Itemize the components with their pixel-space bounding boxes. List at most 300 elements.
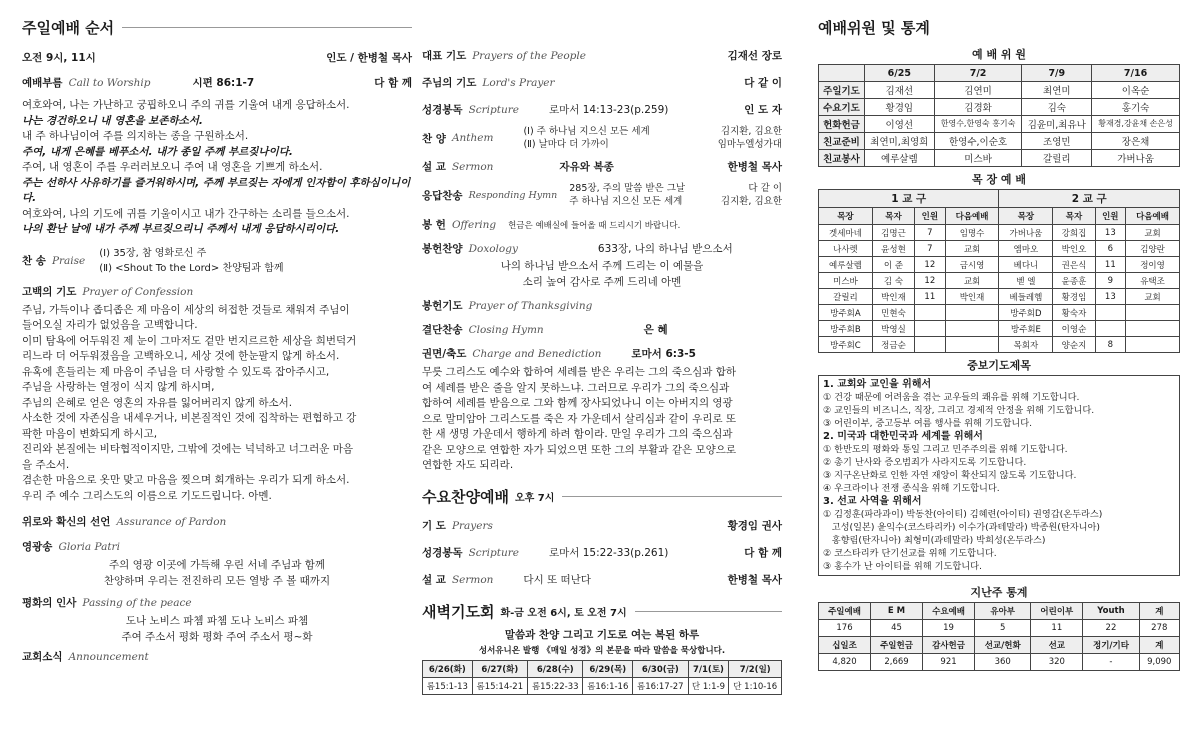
call-to-worship-row — [22, 75, 412, 90]
table-cell: 11 — [915, 289, 946, 305]
dawn-ref: 롬16:17-27 — [633, 677, 688, 694]
item-leader: 인 도 자 — [744, 104, 782, 116]
reading-line: 주는 선하사 사유하기를 즐거워하시며, 주께 부르짖는 자에게 인자함이 후하심이니이다. — [22, 176, 411, 204]
lyric-line: 주의 영광 이곳에 가득해 우린 서네 주님과 함께 — [108, 559, 326, 571]
sermon-title: 자유와 복종 — [559, 161, 614, 173]
table-cell — [915, 321, 946, 337]
item-english: Gloria Patri — [58, 541, 120, 553]
table-cell: 방주회C — [819, 337, 873, 353]
lyric-line: 찬양하며 우리는 전진하리 모든 열방 주 볼 때까지 — [103, 574, 331, 587]
table-row — [819, 273, 1180, 289]
item-leader: 한병철 목사 — [727, 161, 782, 173]
prayer-item: ① 한반도의 평화와 통일 그리고 민주주의를 위해 기도합니다. — [823, 444, 1068, 455]
table-cell: 권은식 — [1053, 257, 1095, 273]
assurance-row — [22, 514, 412, 529]
table-cell: 장은채 — [1092, 133, 1180, 150]
table-cell: 김재선 — [865, 82, 935, 99]
anthem-line-2: (Ⅱ) 날마다 더 가까이 — [523, 139, 609, 150]
lyric-line: 소리 높여 감사로 주께 드리네 아멘 — [522, 275, 682, 288]
gloria-row — [22, 539, 412, 554]
column-header: 7/2 — [934, 65, 1022, 82]
prayer-list — [818, 375, 1180, 576]
dawn-day: 7/2(일) — [729, 660, 782, 677]
item-english: Closing Hymn — [468, 324, 544, 336]
dawn-ref: 롬15:14-21 — [472, 677, 527, 694]
stats-value: 2,669 — [871, 654, 923, 671]
table-cell: 임명수 — [945, 225, 999, 241]
reading-line: 여호와여, 나의 기도에 귀를 기울이시고 내가 간구하는 소리를 들으소서. — [22, 207, 350, 220]
prayer-item: ④ 우크라이나 전쟁 종식을 위해 기도합니다. — [823, 483, 1000, 494]
table-cell: 김 숙 — [872, 273, 914, 289]
item-leader: 한병철 목사 — [727, 573, 782, 586]
table-cell — [1095, 305, 1126, 321]
benediction-text — [422, 365, 782, 474]
anthem-performer-2: 임마누엘성가대 — [717, 139, 782, 150]
table-cell: 13 — [1095, 225, 1126, 241]
dawn-day: 6/30(금) — [633, 660, 688, 677]
committee-caption: 예 배 위 원 — [972, 48, 1026, 61]
stats-value: 5 — [975, 620, 1031, 637]
table-cell — [1095, 321, 1126, 337]
table-cell — [945, 305, 999, 321]
table-cell: 갈릴리 — [819, 289, 873, 305]
confession-line: 주님을 사랑하는 열정이 식지 않게 하시며, — [22, 381, 215, 393]
offering-note: 헌금은 예배실에 들어올 때 드리시기 바랍니다. — [508, 221, 681, 231]
table-cell: 8 — [1095, 337, 1126, 353]
table-cell — [945, 321, 999, 337]
wednesday-items — [422, 518, 782, 587]
stats-value: 22 — [1083, 620, 1139, 637]
stats-header: 감사헌금 — [923, 637, 975, 654]
item-english: Praise — [51, 254, 86, 267]
table-cell: 한영수,한영숙 홍기숙 — [934, 116, 1022, 133]
prayer-item: ② 총기 난사와 증오범죄가 사라지도록 기도합니다. — [823, 457, 1027, 468]
praise-line-2: (Ⅱ) <Shout To the Lord> 찬양팀과 함께 — [99, 262, 284, 274]
dawn-note: 성서유니온 발행 《매일 성경》의 본문을 따라 말씀을 묵상합니다. — [478, 645, 726, 656]
table-row — [819, 82, 1180, 99]
table-row — [819, 289, 1180, 305]
scripture-ref: 로마서 6:3-5 — [631, 348, 696, 360]
stats-value: 19 — [923, 620, 975, 637]
dawn-subtitle: 말씀과 찬양 그리고 기도로 여는 복된 하루 — [504, 628, 700, 641]
lyric-line: 도나 노비스 파쳄 파쳄 도나 노비스 파쳄 — [125, 615, 309, 627]
hymn-leader-1: 다 같 이 — [748, 183, 782, 194]
column-header: 7/16 — [1092, 65, 1180, 82]
item-label: 평화의 인사 — [22, 597, 77, 609]
table-cell — [1126, 321, 1180, 337]
hymn-line-1: 285장, 주의 말씀 받은 그날 — [569, 183, 686, 194]
item-label: 성경봉독 — [422, 546, 463, 559]
table-cell: 미스바 — [819, 273, 873, 289]
table-cell: 미스바 — [934, 150, 1022, 167]
stats-value: 176 — [819, 620, 871, 637]
dawn-day: 6/26(화) — [423, 660, 473, 677]
table-cell: 베다니 — [999, 257, 1053, 273]
reading-line: 나는 경건하오니 내 영혼을 보존하소서. — [22, 114, 203, 127]
service-time-row — [22, 50, 412, 65]
benediction-line: 같은 모양으로 연합한 자가 되었으면 또한 그의 부활과 같은 모양으로 — [422, 443, 737, 456]
column-header — [819, 65, 865, 82]
table-cell — [915, 305, 946, 321]
statistics-column — [818, 0, 1180, 671]
item-label: 설 교 — [422, 573, 446, 586]
table-cell: 교회 — [1126, 289, 1180, 305]
benediction-row — [422, 346, 782, 361]
praise-line-1: (Ⅰ) 35장, 참 영화로신 주 — [99, 247, 207, 259]
closing-hymn-title: 은 혜 — [643, 324, 668, 336]
confession-line: 주님의 은혜로 얻은 영혼의 자유를 잃어버리지 않게 하소서. — [22, 396, 293, 409]
item-english: Responding Hymn — [468, 189, 558, 201]
table-cell: 김숙 — [1022, 99, 1092, 116]
item-label: 대표 기도 — [422, 50, 467, 62]
table-cell: 김경화 — [934, 99, 1022, 116]
offering-row — [422, 217, 782, 232]
table-cell: 윤종훈 — [1053, 273, 1095, 289]
dawn-title: 새벽기도회 — [422, 603, 495, 621]
item-english: Prayer of Thanksgiving — [468, 300, 593, 312]
service-item-row — [422, 102, 782, 117]
table-cell: 최연미 — [1022, 82, 1092, 99]
item-leader: 다 같 이 — [744, 77, 782, 89]
table-cell: 11 — [1095, 257, 1126, 273]
committee-table — [818, 64, 1180, 167]
stats-header: E M — [871, 603, 923, 620]
peace-row — [22, 595, 412, 610]
anthem-performer-1: 김지환, 김요한 — [720, 126, 782, 137]
prayer-item: ② 교인들의 비즈니스, 직장, 그리고 경제적 안정을 위해 기도합니다. — [823, 405, 1095, 416]
item-label: 응답찬송 — [422, 189, 463, 202]
stats-header: 계 — [1139, 637, 1179, 654]
table-row — [819, 116, 1180, 133]
item-detail: 다시 또 떠난다 — [523, 573, 591, 586]
table-cell: 정이영 — [1126, 257, 1180, 273]
lyric-line: 나의 하나님 받으소서 주께 드리는 이 예물을 — [500, 260, 704, 272]
table-cell: 겟세마네 — [819, 225, 873, 241]
wednesday-time: 오후 7시 — [514, 493, 555, 504]
confession-line: 이미 탐욕에 어두워진 제 눈이 그마저도 겉만 번지르르한 세상을 희번덕거 — [22, 334, 357, 347]
confession-text — [22, 303, 412, 505]
stats-header: 수요예배 — [923, 603, 975, 620]
anthem-line-1: (Ⅰ) 주 하나님 지으신 모든 세계 — [523, 126, 650, 137]
table-row — [819, 257, 1180, 273]
prayer-item: 3. 선교 사역을 위해서 — [823, 496, 922, 507]
mokjang-table — [818, 189, 1180, 353]
hymn-line-2: 주 하나님 지으신 모든 세계 — [569, 196, 683, 207]
table-cell: 갈릴리 — [1022, 150, 1092, 167]
table-cell: 12 — [915, 257, 946, 273]
prayer-item: ③ 어린이부, 중고등부 여름 행사를 위해 기도합니다. — [823, 418, 1033, 429]
dawn-ref: 롬16:1-16 — [583, 677, 633, 694]
table-cell: 7 — [915, 225, 946, 241]
item-english: Offering — [451, 219, 497, 231]
prayer-item: ③ 지구온난화로 인한 자연 재앙이 확산되지 않도록 기도합니다. — [823, 470, 1077, 481]
table-cell: 주일기도 — [819, 82, 865, 99]
item-detail: 로마서 15:22-33(p.261) — [548, 546, 669, 559]
service-item-row — [422, 572, 782, 587]
item-english: Sermon — [451, 161, 494, 173]
table-cell: 수요기도 — [819, 99, 865, 116]
reading-line: 나의 환난 날에 내가 주께 부르짖으리니 주께서 내게 응답하시리이다. — [22, 223, 340, 235]
table-cell — [1126, 337, 1180, 353]
reading-line: 여호와여, 나는 가난하고 궁핍하오니 주의 귀를 기울여 내게 응답하소서. — [22, 99, 350, 111]
stats-table — [818, 602, 1180, 671]
stats-value: 45 — [871, 620, 923, 637]
table-cell: 박인재 — [945, 289, 999, 305]
dawn-day: 7/1(토) — [688, 660, 729, 677]
table-row — [819, 321, 1180, 337]
confession-line: 사소한 것에 자존심을 내세우거나, 비본질적인 것에 집착하는 편협하고 강 — [22, 412, 357, 424]
group-2-header: 2 교 구 — [999, 190, 1180, 208]
table-cell: 13 — [1095, 289, 1126, 305]
reading-line: 주여, 내게 은혜를 베푸소서. 내가 종일 주께 부르짖나이다. — [22, 145, 293, 158]
item-leader: 김재선 장로 — [727, 50, 782, 62]
dawn-day: 6/27(화) — [472, 660, 527, 677]
item-label: 교회소식 — [22, 651, 63, 663]
table-row — [819, 225, 1180, 241]
service-item-row — [422, 518, 782, 533]
prayer-item: 고성(일본) 윤익수(코스타리카) 이수가(과테말라) 박종원(탄자니아) — [823, 522, 1100, 533]
table-cell: 방주회E — [999, 321, 1053, 337]
table-cell: 베들레헴 — [999, 289, 1053, 305]
confession-line: 을 주소서. — [22, 458, 70, 471]
hymn-leader-2: 김지환, 김요한 — [720, 196, 782, 207]
stats-header: 계 — [1139, 603, 1179, 620]
doxology-hymn: 633장, 나의 하나님 받으소서 — [597, 243, 733, 255]
item-english: Scripture — [468, 546, 519, 559]
prayer-item: ③ 홍수가 난 아이티를 위해 기도합니다. — [823, 561, 982, 572]
stats-header: 선교/헌화 — [975, 637, 1031, 654]
table-cell: 양순지 — [1053, 337, 1095, 353]
divider — [122, 27, 412, 28]
prayer-item: 1. 교회와 교인을 위해서 — [823, 379, 932, 390]
section-title: 주일예배 순서 — [22, 18, 115, 37]
table-cell: 6 — [1095, 241, 1126, 257]
service-item-row — [422, 48, 782, 63]
stats-header: 유아부 — [975, 603, 1031, 620]
column-header: 목장 — [819, 208, 873, 225]
stats-value: 278 — [1139, 620, 1179, 637]
column-header: 목장 — [999, 208, 1053, 225]
item-label: 예배부름 — [22, 77, 63, 89]
anthem-row — [422, 125, 782, 151]
table-cell: 황경임 — [865, 99, 935, 116]
item-english: Announcement — [68, 651, 149, 663]
service-item-row — [422, 75, 782, 90]
table-cell: 나사렛 — [819, 241, 873, 257]
table-cell: 이옥순 — [1092, 82, 1180, 99]
reading-line: 주여, 내 영혼이 주를 우러러보오니 주여 내 영혼을 기쁘게 하소서. — [22, 161, 323, 173]
item-english: Scripture — [468, 104, 519, 116]
table-cell: 이영순 — [1053, 321, 1095, 337]
dawn-day: 6/29(목) — [583, 660, 633, 677]
lyric-line: 주여 주소서 평화 평화 주여 주소서 평~화 — [121, 630, 313, 643]
responding-hymn-row — [422, 182, 782, 208]
dawn-ref: 단 1:10-16 — [729, 677, 782, 694]
table-cell: 엠마오 — [999, 241, 1053, 257]
confession-line: 주님, 가득이나 좁디좁은 제 마음이 세상의 허접한 것들로 채워져 주님이 — [22, 303, 350, 316]
dawn-day: 6/28(수) — [528, 660, 583, 677]
table-cell: 김연미 — [934, 82, 1022, 99]
benediction-line: 으로 말미암아 그리스도를 죽은 자 가운데서 살리심과 같이 우리로 또 — [422, 412, 737, 425]
table-cell: 방주회A — [819, 305, 873, 321]
table-cell: 가버나움 — [1092, 150, 1180, 167]
table-cell: 민현숙 — [872, 305, 914, 321]
peace-lyrics — [22, 614, 412, 645]
column-header: 다음예배 — [1126, 208, 1180, 225]
wednesday-header — [422, 482, 782, 512]
table-cell: 윤성현 — [872, 241, 914, 257]
stats-header: 십일조 — [819, 637, 871, 654]
service-time: 오전 9시, 11시 — [22, 52, 96, 64]
item-english: Assurance of Pardon — [116, 516, 227, 528]
doxology-row — [422, 241, 782, 256]
table-cell: 교회 — [945, 241, 999, 257]
table-cell: 가버나움 — [999, 225, 1053, 241]
stats-caption: 지난주 통계 — [970, 586, 1028, 599]
praise-row — [22, 246, 412, 276]
table-cell: 황숙자 — [1053, 305, 1095, 321]
item-label: 봉헌기도 — [422, 300, 463, 312]
benediction-line: 합하여 세례를 받음으로 그와 함께 장사되었나니 이는 아버지의 영광 — [422, 397, 733, 409]
mokjang-caption: 목 장 예 배 — [972, 173, 1026, 186]
confession-line: 우리 주 예수 그리스도의 이름으로 기도드립니다. 아멘. — [22, 489, 272, 502]
table-cell: 헌화헌금 — [819, 116, 865, 133]
divider — [562, 496, 782, 497]
table-cell: 7 — [915, 241, 946, 257]
item-english: Doxology — [468, 243, 518, 255]
table-cell: 박영실 — [872, 321, 914, 337]
prayer-item: ① 건강 때문에 어려움을 겪는 교우들의 쾌유를 위해 기도합니다. — [823, 392, 1080, 403]
table-cell: 방주회D — [999, 305, 1053, 321]
item-label: 위로와 확신의 선언 — [22, 516, 111, 528]
table-cell: 황재경,강윤채 손은성 — [1092, 116, 1180, 133]
table-cell: 최연미,최영희 — [865, 133, 935, 150]
item-label: 기 도 — [422, 519, 446, 532]
table-cell: 홍기숙 — [1092, 99, 1180, 116]
prayer-item: ① 김정훈(파라과이) 박동찬(아이티) 김혜련(아이티) 권영갑(온두라스) — [823, 509, 1103, 520]
item-label: 봉헌찬양 — [422, 243, 463, 255]
table-cell: 김양란 — [1126, 241, 1180, 257]
item-label: 권면/축도 — [422, 348, 467, 360]
item-leader: 다 함 께 — [374, 77, 412, 89]
sermon-row — [422, 159, 782, 174]
stats-header: 주일헌금 — [871, 637, 923, 654]
dawn-ref: 롬15:22-33 — [528, 677, 583, 694]
table-cell: 12 — [915, 273, 946, 289]
stats-header: Youth — [1083, 603, 1139, 620]
item-english: Passing of the peace — [82, 597, 192, 609]
table-cell: 강희집 — [1053, 225, 1095, 241]
item-label: 설 교 — [422, 161, 446, 173]
closing-hymn-row — [422, 322, 782, 337]
confession-line: 들어오실 자리가 없었음을 고백합니다. — [22, 319, 198, 331]
item-english: Charge and Benediction — [472, 348, 602, 360]
table-row — [819, 241, 1180, 257]
item-label: 찬 양 — [422, 132, 446, 145]
table-cell: 예루살렘 — [819, 257, 873, 273]
section-header — [22, 12, 412, 42]
stats-value: - — [1083, 654, 1139, 671]
wednesday-title: 수요찬양예배 — [422, 488, 509, 506]
stats-value: 11 — [1031, 620, 1083, 637]
thanksgiving-row — [422, 298, 782, 313]
column-header: 다음예배 — [945, 208, 999, 225]
table-row — [819, 337, 1180, 353]
stats-header: 선교 — [1031, 637, 1083, 654]
divider — [635, 611, 782, 612]
benediction-line: 무릇 그리스도 예수와 합하여 세례를 받은 우리는 그의 죽으심과 합하 — [422, 366, 737, 378]
item-label: 고백의 기도 — [22, 285, 77, 298]
table-cell — [1126, 305, 1180, 321]
benediction-line: 한 새 생명 가운데서 행하게 하려 함이라. 만일 우리가 그의 죽으심과 — [422, 428, 733, 440]
confession-line: 유혹에 흔들리는 제 마음이 주님을 더 사랑할 수 있도록 잡아주시고, — [22, 365, 330, 378]
service-item-row — [422, 545, 782, 560]
table-cell: 친교봉사 — [819, 150, 865, 167]
column-header: 인원 — [1095, 208, 1126, 225]
stats-header: 정기/기타 — [1083, 637, 1139, 654]
table-cell: 방주회B — [819, 321, 873, 337]
column-header: 목자 — [872, 208, 914, 225]
column-header: 인원 — [915, 208, 946, 225]
stats-value: 9,090 — [1139, 654, 1179, 671]
dawn-time: 화-금 오전 6시, 토 오전 7시 — [500, 608, 627, 619]
table-cell: 박인오 — [1053, 241, 1095, 257]
order-of-worship-column — [22, 0, 412, 664]
responsive-reading — [22, 98, 412, 238]
item-label: 성경봉독 — [422, 104, 463, 116]
prayer-item: ② 코스타리카 단기선교를 위해 기도합니다. — [823, 548, 997, 559]
doxology-lyrics — [422, 259, 782, 290]
item-leader: 황경임 권사 — [727, 519, 782, 532]
confession-line: 진리와 본질에는 비타협적이지만, 그밖에 것에는 넉넉하고 너그러운 마음 — [22, 443, 353, 455]
table-row — [819, 99, 1180, 116]
prayer-item: 홍향림(탄자니아) 최형미(과테말라) 박희성(온두라스) — [823, 535, 1046, 546]
table-cell: 예루살렘 — [865, 150, 935, 167]
stats-header: 주일예배 — [819, 603, 871, 620]
table-row — [819, 305, 1180, 321]
table-cell: 이 준 — [872, 257, 914, 273]
prayer-item: 2. 미국과 대한민국과 세계를 위해서 — [823, 431, 983, 442]
item-english: Prayers — [451, 519, 493, 532]
dawn-header — [422, 597, 782, 627]
gloria-lyrics — [22, 558, 412, 589]
table-cell: 황경임 — [1053, 289, 1095, 305]
service-leader: 인도 / 한병철 목사 — [326, 52, 412, 64]
table-cell: 9 — [1095, 273, 1126, 289]
dawn-ref: 롬15:1-13 — [423, 677, 473, 694]
stats-value: 4,820 — [819, 654, 871, 671]
order-of-worship-column-2 — [422, 0, 782, 695]
stats-header: 어린이부 — [1031, 603, 1083, 620]
benediction-line: 여 세례를 받은 줄을 알지 못하느냐. 그러므로 우리가 그의 죽으심과 — [422, 381, 730, 394]
confession-line: 겸손한 마음으로 옷만 맞고 마음을 찢으며 회개하는 우리가 되게 하소서. — [22, 474, 350, 486]
table-row — [819, 133, 1180, 150]
item-english: Prayer of Confession — [82, 285, 194, 298]
item-label: 영광송 — [22, 541, 53, 553]
confession-line: 리느라 더 어두워졌음을 고백하오니, 세상 것에 한눈팔지 않게 하소서. — [22, 350, 340, 362]
item-english: Lord's Prayer — [482, 77, 555, 89]
confession-line: 팍한 마음이 변화되게 하시고, — [22, 427, 158, 440]
scripture-ref: 시편 86:1-7 — [192, 77, 255, 89]
column-header: 6/25 — [865, 65, 935, 82]
item-label: 봉 헌 — [422, 219, 446, 231]
table-cell: 벧 엘 — [999, 273, 1053, 289]
table-cell: 김명근 — [872, 225, 914, 241]
table-cell — [915, 337, 946, 353]
item-english: Sermon — [451, 573, 494, 586]
column-header: 목자 — [1053, 208, 1095, 225]
stats-value: 360 — [975, 654, 1031, 671]
